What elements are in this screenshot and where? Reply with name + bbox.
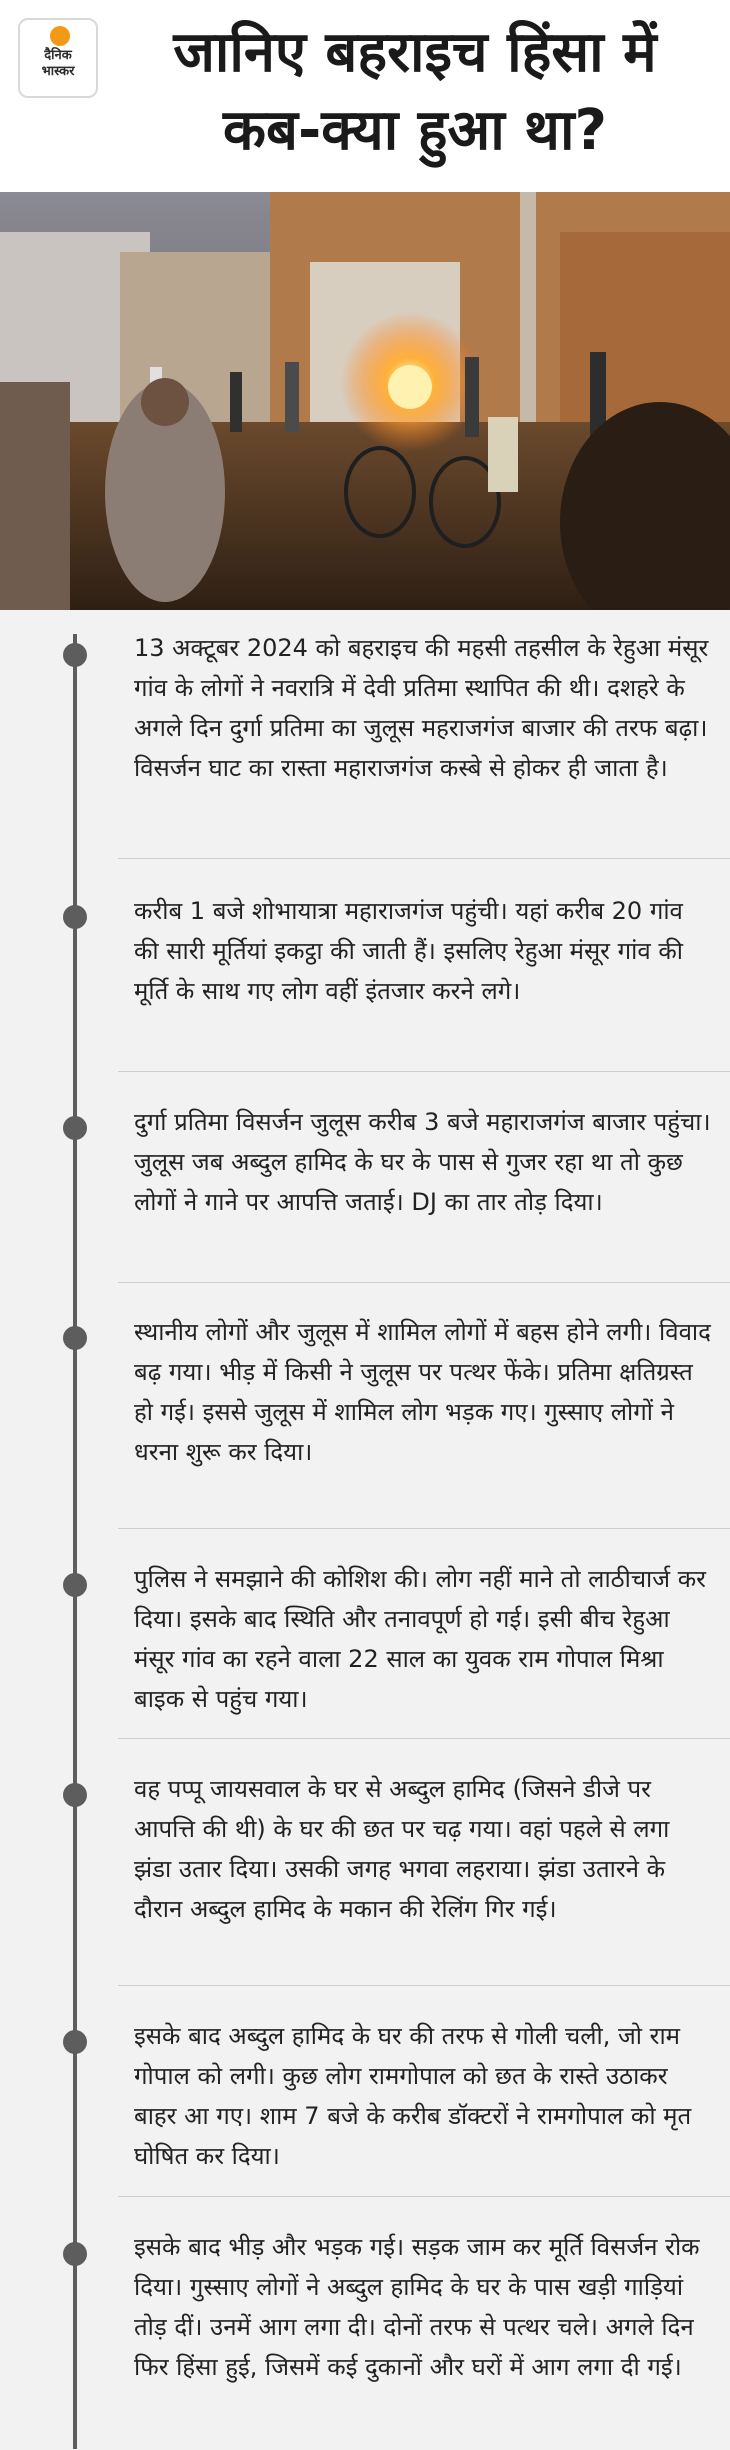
divider — [118, 2196, 730, 2197]
timeline-text: स्थानीय लोगों और जुलूस में शामिल लोगों में बहस होने लगी। विवाद बढ़ गया। भीड़ में किसी ने जुलूस पर पत्थर फेंके। प्रतिमा क्षतिग्रस्त हो गई। इससे जुलूस में शामिल लोग भड़क गए। गुस्साए लोगों ने धरना शुरू कर दिया। — [134, 1318, 711, 1466]
title-line2: कब-क्या हुआ था? — [223, 98, 607, 163]
header — [0, 0, 730, 190]
photo-illustration — [0, 192, 730, 610]
divider — [118, 858, 730, 859]
street-violence-photo — [0, 192, 730, 610]
timeline-text: दुर्गा प्रतिमा विसर्जन जुलूस करीब 3 बजे महाराजगंज बाजार पहुंचा। जुलूस जब अब्दुल हामिद के घर के पास से गुजर रहा था तो कुछ लोगों ने गाने पर आपत्ति जताई। DJ का तार तोड़ दिया। — [134, 1108, 711, 1216]
timeline-dot — [63, 1326, 87, 1350]
timeline-text: इसके बाद भीड़ और भड़क गई। सड़क जाम कर मूर्ति विसर्जन रोक दिया। गुस्साए लोगों ने अब्दुल हामिद के घर के पास खड़ी गाड़ियां तोड़ दीं। उनमें आग लगा दी। दोनों तरफ से पत्थर चले। अगले दिन फिर हिंसा हुई, जिसमें कई दुकानों और घरों में आग लगा दी गई। — [134, 2233, 700, 2381]
timeline-dot — [63, 1783, 87, 1807]
page-title — [110, 14, 720, 170]
timeline-dot — [63, 1116, 87, 1140]
timeline-dot — [63, 2242, 87, 2266]
divider — [118, 1282, 730, 1283]
timeline-dot — [63, 1573, 87, 1597]
timeline-dot — [63, 905, 87, 929]
timeline-text: इसके बाद अब्दुल हामिद के घर की तरफ से गोली चली, जो राम गोपाल को लगी। कुछ लोग रामगोपाल को छत के रास्ते उठाकर बाहर आ गए। शाम 7 बजे के करीब डॉक्टरों ने रामगोपाल को मृत घोषित कर दिया। — [134, 2022, 692, 2170]
dainik-bhaskar-logo[interactable] — [18, 18, 98, 98]
timeline-text: करीब 1 बजे शोभायात्रा महाराजगंज पहुंची। यहां करीब 20 गांव की सारी मूर्तियां इकट्ठा की जाती हैं। इसलिए रेहुआ मंसूर गांव की मूर्ति के साथ गए लोग वहीं इंतजार करने लगे। — [134, 897, 683, 1005]
timeline-dot — [63, 643, 87, 667]
divider — [118, 1528, 730, 1529]
divider — [118, 1738, 730, 1739]
timeline-dot — [63, 2030, 87, 2054]
logo-text-line2: भास्कर — [41, 64, 75, 79]
divider — [118, 1985, 730, 1986]
divider — [118, 1071, 730, 1072]
title-line1: जानिए बहराइच हिंसा में — [173, 20, 657, 85]
timeline-text: पुलिस ने समझाने की कोशिश की। लोग नहीं माने तो लाठीचार्ज कर दिया। इसके बाद स्थिति और तनावपूर्ण हो गई। इसी बीच रेहुआ मंसूर गांव का रहने वाला 22 साल का युवक राम गोपाल मिश्रा बाइक से पहुंच गया। — [134, 1565, 706, 1713]
timeline-text: वह पप्पू जायसवाल के घर से अब्दुल हामिद (जिसने डीजे पर आपत्ति की थी) के घर की छत पर चढ़ गया। वहां पहले से लगा झंडा उतार दिया। उसकी जगह भगवा लहराया। झंडा उतारने के दौरान अब्दुल हामिद के मकान की रेलिंग गिर गई। — [134, 1775, 670, 1923]
sun-icon — [50, 26, 70, 46]
logo-text-line1: दैनिक — [44, 48, 72, 63]
timeline-text: 13 अक्टूबर 2024 को बहराइच की महसी तहसील के रेहुआ मंसूर गांव के लोगों ने नवरात्रि में देवी प्रतिमा स्थापित की थी। दशहरे के अगले दिन दुर्गा प्रतिमा का जुलूस महराजगंज बाजार की तरफ बढ़ा। विसर्जन घाट का रास्ता महाराजगंज कस्बे से होकर ही जाता है। — [134, 634, 709, 782]
timeline — [0, 610, 730, 2450]
